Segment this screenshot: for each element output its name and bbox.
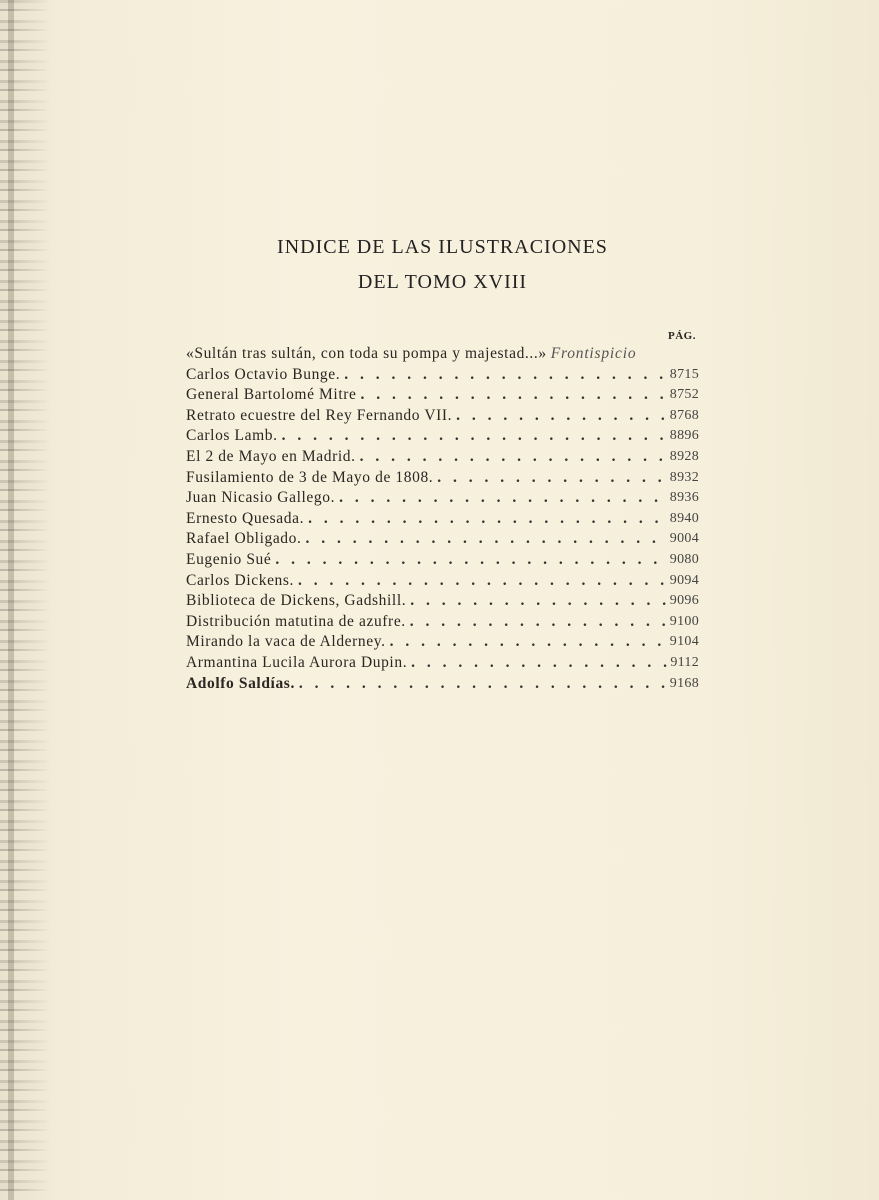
- dot-leader: [340, 365, 667, 386]
- list-item: [186, 529, 699, 550]
- entry-page: 8715: [669, 366, 699, 382]
- list-item: [186, 653, 699, 674]
- dot-leader: [304, 509, 667, 530]
- dot-leader: [278, 426, 667, 447]
- frontispiece-entry: [186, 344, 699, 365]
- list-item: [186, 468, 699, 489]
- entry-name: Fusilamiento de 3 de Mayo de 1808.: [186, 468, 434, 486]
- entry-page: 9094: [669, 572, 699, 588]
- dot-leader: [386, 632, 667, 653]
- dot-leader: [356, 447, 667, 468]
- entry-name: General Bartolomé Mitre: [186, 386, 357, 404]
- list-item: [186, 612, 699, 633]
- page-column-header: PÁG.: [668, 330, 696, 342]
- entry-page: 9112: [670, 654, 699, 670]
- entry-name: Juan Nicasio Gallego.: [186, 489, 336, 507]
- entry-name: Biblioteca de Dickens, Gadshill.: [186, 592, 407, 610]
- entry-name: Armantina Lucila Aurora Dupin.: [186, 653, 408, 671]
- dot-leader: [406, 591, 667, 612]
- list-item: [186, 406, 699, 427]
- entry-page: 9100: [669, 613, 699, 629]
- illustrations-list: [186, 344, 699, 694]
- list-item: [186, 447, 699, 468]
- entry-name: El 2 de Mayo en Madrid.: [186, 447, 356, 465]
- list-item: [186, 365, 699, 386]
- list-item: [186, 674, 699, 695]
- entry-page: 8940: [669, 510, 699, 526]
- entry-page: 8752: [669, 387, 699, 403]
- list-item: [186, 385, 699, 406]
- entry-page: 9080: [669, 551, 699, 567]
- entry-name: Rafael Obligado.: [186, 530, 302, 548]
- dot-leader: [452, 406, 667, 427]
- volume-title: DEL TOMO XVIII: [357, 271, 528, 293]
- list-item: [186, 488, 699, 509]
- list-item: [186, 632, 699, 653]
- list-item: [186, 571, 699, 592]
- dot-leader: [406, 612, 667, 633]
- entry-name: Carlos Octavio Bunge.: [186, 365, 341, 383]
- entry-name: Adolfo Saldías.: [186, 674, 295, 692]
- entry-page: 9104: [669, 634, 699, 650]
- entry-page: 9004: [669, 531, 699, 547]
- entry-name: Carlos Lamb.: [186, 427, 278, 445]
- entry-page: 9168: [669, 675, 699, 691]
- dot-leader: [335, 488, 667, 509]
- entry-page: 8768: [669, 407, 699, 423]
- entry-page: 8932: [669, 469, 699, 485]
- entry-name: Ernesto Quesada.: [186, 509, 305, 527]
- entry-page: 8936: [669, 490, 699, 506]
- dot-leader: [271, 550, 667, 571]
- entry-page: 9096: [669, 593, 699, 609]
- dot-leader: [433, 468, 667, 489]
- list-item: [186, 509, 699, 530]
- entry-page: 8896: [669, 428, 699, 444]
- entry-name: Carlos Dickens.: [186, 571, 295, 589]
- entry-name: «Sultán tras sultán, con toda su pompa y majestad...»: [186, 345, 547, 362]
- entry-page: 8928: [669, 448, 699, 464]
- index-title: INDICE DE LAS ILUSTRACIONES: [277, 236, 608, 258]
- list-item: [186, 426, 699, 447]
- entry-name: Eugenio Sué: [186, 550, 272, 568]
- dot-leader: [301, 529, 667, 550]
- list-item: [186, 550, 699, 571]
- dot-leader: [294, 571, 667, 592]
- dot-leader: [407, 653, 667, 674]
- scan-edge-line: [8, 0, 14, 1200]
- entry-name: Mirando la vaca de Alderney.: [186, 633, 386, 651]
- entry-name: Distribución matutina de azufre.: [186, 612, 406, 630]
- entry-name: Retrato ecuestre del Rey Fernando VII.: [186, 406, 453, 424]
- dot-leader: [356, 385, 667, 406]
- dot-leader: [295, 674, 667, 695]
- entry-page: Frontispicio: [550, 345, 637, 362]
- list-item: [186, 591, 699, 612]
